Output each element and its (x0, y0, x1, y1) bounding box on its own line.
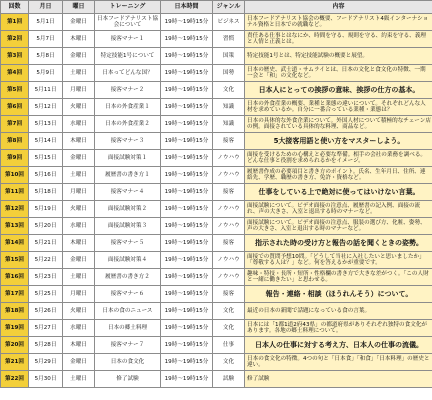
schedule-body (1, 14, 432, 388)
row-content (245, 286, 432, 303)
row-content-text: 日本人の仕事に対する考え方、日本人の仕事の流儀。 (255, 341, 423, 349)
row-time: 19時〜19時15分 (161, 354, 213, 371)
row-content-text: 日本には「1都1道2府43県」の都道府県がありそれぞれ独特の食文化があります。各地の郷土料理について。 (247, 322, 428, 334)
table-row (1, 252, 432, 269)
row-training: 面接試験対策２ (95, 201, 161, 218)
row-time: 19時〜19時15分 (161, 184, 213, 201)
row-content (245, 31, 432, 48)
row-time: 19時〜19時15分 (161, 337, 213, 354)
row-time: 19時〜19時15分 (161, 133, 213, 150)
row-day: 木曜日 (63, 235, 95, 252)
row-date: 5月14日 (29, 133, 63, 150)
row-training: 日本フードアナリスト協会について (95, 14, 161, 31)
row-training: 面接試験対策１ (95, 150, 161, 167)
row-content-text: 履歴書作成の必要項目と書き方のポイント。氏名、生年月日、住所、連絡先、学歴、職歴の書き方、免許・資格など。 (247, 169, 426, 181)
row-content-text: 5大接客用語と使い方をマスターしよう。 (273, 137, 405, 145)
row-date: 5月11日 (29, 82, 63, 99)
row-training: 面接試験対策４ (95, 252, 161, 269)
row-date: 5月9日 (29, 65, 63, 82)
row-genre: ノウハウ (213, 167, 245, 184)
row-day: 火曜日 (63, 99, 95, 116)
table-row (1, 201, 432, 218)
row-content (245, 65, 432, 82)
row-content-text: 面接試験について。ビデオ面接の注意点、履歴書の記入例、面接の流れ、声の大きさ、入室と退出する時のマナーなど。 (247, 203, 421, 215)
row-genre: 接客 (213, 235, 245, 252)
row-content (245, 48, 432, 65)
row-content-text: 日本人にとっての挨拶の意味、挨拶の仕方の基本。 (258, 86, 420, 94)
row-time: 19時〜19時15分 (161, 150, 213, 167)
table-row (1, 303, 432, 320)
row-time: 19時〜19時15分 (161, 14, 213, 31)
row-day: 月曜日 (63, 286, 95, 303)
row-content-text: 責任ある仕事とはなにか、時間を守る、規則を守る、約束を守る、義理と人情と正義とは。 (247, 33, 427, 45)
row-date: 5月12日 (29, 99, 63, 116)
row-number: 第3回 (1, 48, 29, 65)
row-content (245, 184, 432, 201)
row-genre: ノウハウ (213, 201, 245, 218)
row-content (245, 303, 432, 320)
row-training: 日本の郷土料理 (95, 320, 161, 337)
table-row (1, 218, 432, 235)
table-row (1, 286, 432, 303)
row-number: 第12回 (1, 201, 29, 218)
row-number: 第15回 (1, 252, 29, 269)
row-genre: ノウハウ (213, 150, 245, 167)
row-content (245, 320, 432, 337)
table-row (1, 167, 432, 184)
row-number: 第17回 (1, 286, 29, 303)
row-training: 履歴書の書き方２ (95, 269, 161, 286)
header-time: 日本時間 (161, 1, 213, 14)
row-content (245, 354, 432, 371)
row-number: 第18回 (1, 303, 29, 320)
table-row (1, 14, 432, 31)
row-training: 接客マナー１ (95, 31, 161, 48)
row-genre: 国勢 (213, 65, 245, 82)
table-row (1, 48, 432, 65)
row-number: 第9回 (1, 150, 29, 167)
row-training: 日本の外食産業２ (95, 116, 161, 133)
row-content (245, 218, 432, 235)
row-content-text: 特定技能1号とは、特定技能試験の概要と展望。 (247, 53, 369, 59)
row-genre: 試験 (213, 371, 245, 388)
row-number: 第14回 (1, 235, 29, 252)
row-time: 19時〜19時15分 (161, 99, 213, 116)
table-row (1, 184, 432, 201)
row-number: 第2回 (1, 31, 29, 48)
row-date: 5月1日 (29, 14, 63, 31)
row-time: 19時〜19時15分 (161, 31, 213, 48)
row-content-text: 面接試験について。ビデオ面接の注意点、服装の選び方、化粧、姿勢、声の大きさ、入室と退出する時のマナーなど。 (247, 220, 426, 232)
header-training: トレーニング (95, 1, 161, 14)
row-date: 5月29日 (29, 354, 63, 371)
row-genre: 国策 (213, 48, 245, 65)
table-row (1, 337, 432, 354)
row-day: 月曜日 (63, 184, 95, 201)
row-content (245, 235, 432, 252)
row-date: 5月28日 (29, 337, 63, 354)
row-time: 19時〜19時15分 (161, 82, 213, 99)
row-genre: 接客 (213, 286, 245, 303)
header-genre: ジャンル (213, 1, 245, 14)
row-training: 特定技能1号について (95, 48, 161, 65)
row-content (245, 201, 432, 218)
row-time: 19時〜19時15分 (161, 303, 213, 320)
row-training: 接客マナー７ (95, 337, 161, 354)
row-day: 火曜日 (63, 201, 95, 218)
row-time: 19時〜19時15分 (161, 201, 213, 218)
row-number: 第11回 (1, 184, 29, 201)
row-date: 5月8日 (29, 48, 63, 65)
table-row (1, 116, 432, 133)
row-genre: ノウハウ (213, 269, 245, 286)
row-content-text: 仕事をしている上で絶対に使ってはいけない言葉。 (258, 188, 420, 196)
row-day: 火曜日 (63, 303, 95, 320)
row-content (245, 14, 432, 31)
row-day: 木曜日 (63, 31, 95, 48)
row-number: 第1回 (1, 14, 29, 31)
row-time: 19時〜19時15分 (161, 269, 213, 286)
row-number: 第7回 (1, 116, 29, 133)
row-time: 19時〜19時15分 (161, 116, 213, 133)
row-date: 5月13日 (29, 116, 63, 133)
row-day: 月曜日 (63, 82, 95, 99)
row-number: 第5回 (1, 82, 29, 99)
row-date: 5月22日 (29, 252, 63, 269)
row-content-text: 日本の食文化の特徴。4つの句と「日本食」「和食」「日本料理」の歴史と違い。 (247, 356, 430, 368)
table-row (1, 235, 432, 252)
row-training: 接客マナー３ (95, 133, 161, 150)
row-date: 5月19日 (29, 201, 63, 218)
row-date: 5月16日 (29, 167, 63, 184)
row-time: 19時〜19時15分 (161, 320, 213, 337)
row-content (245, 116, 432, 133)
row-time: 19時〜19時15分 (161, 167, 213, 184)
row-content-text: 指示された時の受け方と報告の話を聞くときの姿勢。 (255, 239, 423, 247)
table-row (1, 150, 432, 167)
row-number: 第10回 (1, 167, 29, 184)
header-row (1, 1, 432, 14)
row-genre: 接客 (213, 184, 245, 201)
row-number: 第6回 (1, 99, 29, 116)
row-day: 金曜日 (63, 252, 95, 269)
row-day: 金曜日 (63, 14, 95, 31)
row-day: 水曜日 (63, 116, 95, 133)
row-content (245, 371, 432, 388)
row-genre: 知識 (213, 116, 245, 133)
row-time: 19時〜19時15分 (161, 252, 213, 269)
table-row (1, 65, 432, 82)
table-row (1, 99, 432, 116)
row-genre: 接客 (213, 133, 245, 150)
row-date: 5月20日 (29, 218, 63, 235)
row-training: 日本の食のニュース (95, 303, 161, 320)
row-genre: 文化 (213, 303, 245, 320)
row-day: 土曜日 (63, 371, 95, 388)
row-day: 金曜日 (63, 150, 95, 167)
row-content (245, 133, 432, 150)
row-content-text: 面接を受けるための心構えと必要な準備。相手の会社の業務を調べる。どんな仕事と役割を求められるかをイメージ。 (247, 152, 427, 164)
row-day: 土曜日 (63, 65, 95, 82)
row-number: 第21回 (1, 354, 29, 371)
row-day: 木曜日 (63, 337, 95, 354)
row-content-text: 報告・連絡・相談（ほうれんそう）について。 (265, 290, 413, 298)
row-genre: 習慣 (213, 31, 245, 48)
row-number: 第19回 (1, 320, 29, 337)
row-date: 5月7日 (29, 31, 63, 48)
row-time: 19時〜19時15分 (161, 65, 213, 82)
header-number: 回数 (1, 1, 29, 14)
table-row (1, 371, 432, 388)
row-training: 面接試験対策３ (95, 218, 161, 235)
row-day: 水曜日 (63, 320, 95, 337)
row-content-text: 日本の具体的な外食企業について。外国人材について積極的なチェーン店の例。面接されている具体的な料理、商品など。 (247, 118, 431, 130)
row-content-text: 修了試験 (247, 376, 270, 382)
row-genre: ノウハウ (213, 218, 245, 235)
row-date: 5月18日 (29, 184, 63, 201)
row-training: 修了試験 (95, 371, 161, 388)
row-training: 履歴書の書き方１ (95, 167, 161, 184)
header-day: 曜日 (63, 1, 95, 14)
row-content (245, 99, 432, 116)
row-number: 第22回 (1, 371, 29, 388)
row-genre: 文化 (213, 320, 245, 337)
table-row (1, 31, 432, 48)
row-day: 水曜日 (63, 218, 95, 235)
row-content (245, 82, 432, 99)
row-day: 金曜日 (63, 48, 95, 65)
row-genre: 知識 (213, 99, 245, 116)
table-row (1, 354, 432, 371)
row-day: 金曜日 (63, 354, 95, 371)
row-genre: 仕事 (213, 337, 245, 354)
table-row (1, 133, 432, 150)
table-row (1, 269, 432, 286)
row-number: 第13回 (1, 218, 29, 235)
row-training: 接客マナー５ (95, 235, 161, 252)
row-training: 接客マナー４ (95, 184, 161, 201)
row-time: 19時〜19時15分 (161, 286, 213, 303)
row-number: 第16回 (1, 269, 29, 286)
row-genre: 文化 (213, 354, 245, 371)
row-number: 第8回 (1, 133, 29, 150)
header-content: 内容 (245, 1, 432, 14)
row-number: 第20回 (1, 337, 29, 354)
row-genre: ビジネス (213, 14, 245, 31)
row-content (245, 252, 432, 269)
row-date: 5月26日 (29, 303, 63, 320)
row-time: 19時〜19時15分 (161, 371, 213, 388)
row-content-text: 日本の外食産業の概要、業種と業態の違いについて。それぞれどんな人材を求めているか。自分に一番合っている業種・業態は？ (247, 101, 426, 113)
row-date: 5月30日 (29, 371, 63, 388)
row-training: 日本ってどんな国？ (95, 65, 161, 82)
row-training: 接客マナー６ (95, 286, 161, 303)
row-genre: ノウハウ (213, 252, 245, 269)
row-date: 5月25日 (29, 286, 63, 303)
table-row (1, 320, 432, 337)
row-genre: 文化 (213, 82, 245, 99)
row-content (245, 150, 432, 167)
row-time: 19時〜19時15分 (161, 235, 213, 252)
row-date: 5月15日 (29, 150, 63, 167)
row-content-text: 日本フードアナリスト協会の概要、フードアナリスト4級インターナショナル資格と日本での就職など。 (247, 16, 429, 28)
row-content (245, 269, 432, 286)
row-number: 第4回 (1, 65, 29, 82)
row-content-text: 日本の歴史、武士道・サムライとは、日本の文化と食文化の特徴、一期一会と「和」の文化など。 (247, 67, 426, 79)
row-date: 5月23日 (29, 269, 63, 286)
row-date: 5月21日 (29, 235, 63, 252)
header-date: 月日 (29, 1, 63, 14)
row-content-text: 最近の日本の新聞で話題になっている食の言葉。 (247, 308, 371, 314)
row-content-text: 趣味・特技・長所・短所・性格欄の書き方で大きな差がつく。「この人財と一緒に働きたい」と思わせる。 (247, 271, 429, 283)
table-row (1, 82, 432, 99)
row-training: 日本の外食産業１ (95, 99, 161, 116)
row-training: 日本の食文化 (95, 354, 161, 371)
row-time: 19時〜19時15分 (161, 48, 213, 65)
row-training: 接客マナー２ (95, 82, 161, 99)
row-time: 19時〜19時15分 (161, 218, 213, 235)
row-content-text: 面接での質問予想10問。「どうして当社に入社したいと思いましたか」「尊敬する人は？」など。何を答えるかが重要です。 (247, 254, 425, 266)
row-content (245, 167, 432, 184)
row-date: 5月27日 (29, 320, 63, 337)
row-day: 木曜日 (63, 133, 95, 150)
row-content (245, 337, 432, 354)
row-day: 土曜日 (63, 167, 95, 184)
row-day: 土曜日 (63, 269, 95, 286)
